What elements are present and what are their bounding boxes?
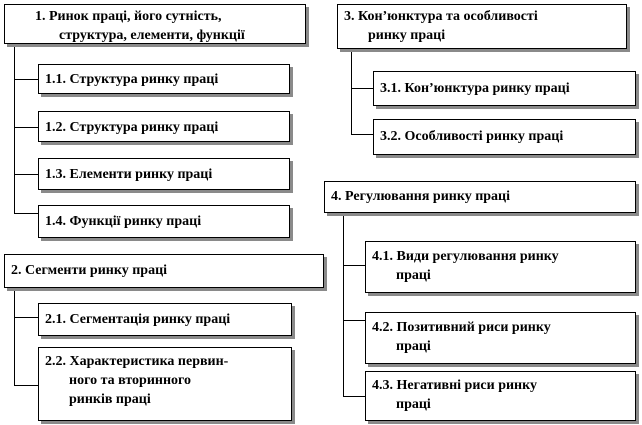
topic-1-3-label: 1.3. Елементи ринку праці xyxy=(45,167,213,182)
connector-trunk-1 xyxy=(14,44,15,213)
topic-2-1-label: 2.1. Сегментація ринку праці xyxy=(45,312,231,327)
topic-4-1 xyxy=(365,241,636,293)
section-1-title-line-1: 1. Ринок праці, його сутність, xyxy=(35,9,222,24)
section-4-title: 4. Регулювання ринку праці xyxy=(331,189,511,204)
topic-1-1 xyxy=(38,64,290,94)
connector-branch-2-1 xyxy=(14,317,38,318)
topic-1-4-label: 1.4. Функції ринку праці xyxy=(45,214,202,229)
topic-4-3-line-1: 4.3. Негативні риси ринку xyxy=(372,378,537,393)
connector-trunk-3 xyxy=(351,49,352,134)
connector-branch-3-2 xyxy=(351,134,373,135)
connector-branch-3-1 xyxy=(351,88,373,89)
connector-trunk-4 xyxy=(343,213,344,396)
topic-1-3 xyxy=(38,158,290,190)
section-2-header xyxy=(4,254,324,288)
section-3-title-line-2: ринку праці xyxy=(368,28,446,43)
topic-4-3-line-2: праці xyxy=(396,397,431,412)
section-3-header xyxy=(337,4,627,49)
section-2-title: 2. Сегменти ринку праці xyxy=(11,263,168,278)
topic-1-1-label: 1.1. Структура ринку праці xyxy=(45,72,219,87)
connector-branch-2-2 xyxy=(14,385,38,386)
topic-1-2 xyxy=(38,111,290,142)
connector-branch-1-2 xyxy=(14,127,38,128)
topic-4-1-line-1: 4.1. Види регулювання ринку xyxy=(372,249,559,264)
topic-2-2 xyxy=(38,347,292,421)
topic-4-2 xyxy=(365,312,636,364)
topic-4-2-line-2: праці xyxy=(396,339,431,354)
connector-branch-4-3 xyxy=(343,396,365,397)
topic-2-1 xyxy=(38,303,292,336)
topic-4-1-line-2: праці xyxy=(396,268,431,283)
connector-branch-4-2 xyxy=(343,320,365,321)
section-1-header xyxy=(4,4,306,44)
section-4-header xyxy=(324,181,636,213)
topic-3-1-label: 3.1. Кон’юнктура ринку праці xyxy=(380,81,570,96)
topic-2-2-line-3: ринків праці xyxy=(69,392,151,407)
topic-3-1 xyxy=(373,71,636,106)
section-3-title-line-1: 3. Кон’юнктура та особливості xyxy=(344,9,538,24)
topic-3-2 xyxy=(373,119,636,155)
topic-4-2-line-1: 4.2. Позитивний риси ринку xyxy=(372,320,551,335)
connector-branch-1-3 xyxy=(14,174,38,175)
topic-4-3 xyxy=(365,371,636,421)
topic-2-2-line-1: 2.2. Характеристика первин- xyxy=(45,354,229,369)
topic-1-4 xyxy=(38,205,290,238)
topic-1-2-label: 1.2. Структура ринку праці xyxy=(45,120,219,135)
topic-3-2-label: 3.2. Особливості ринку праці xyxy=(380,129,564,144)
connector-branch-1-1 xyxy=(14,79,38,80)
connector-trunk-2 xyxy=(14,288,15,385)
section-1-title-line-2: структура, елементи, функції xyxy=(59,28,245,43)
topic-2-2-line-2: ного та вторинного xyxy=(69,373,192,388)
connector-branch-1-4 xyxy=(14,213,38,214)
connector-branch-4-1 xyxy=(343,265,365,266)
